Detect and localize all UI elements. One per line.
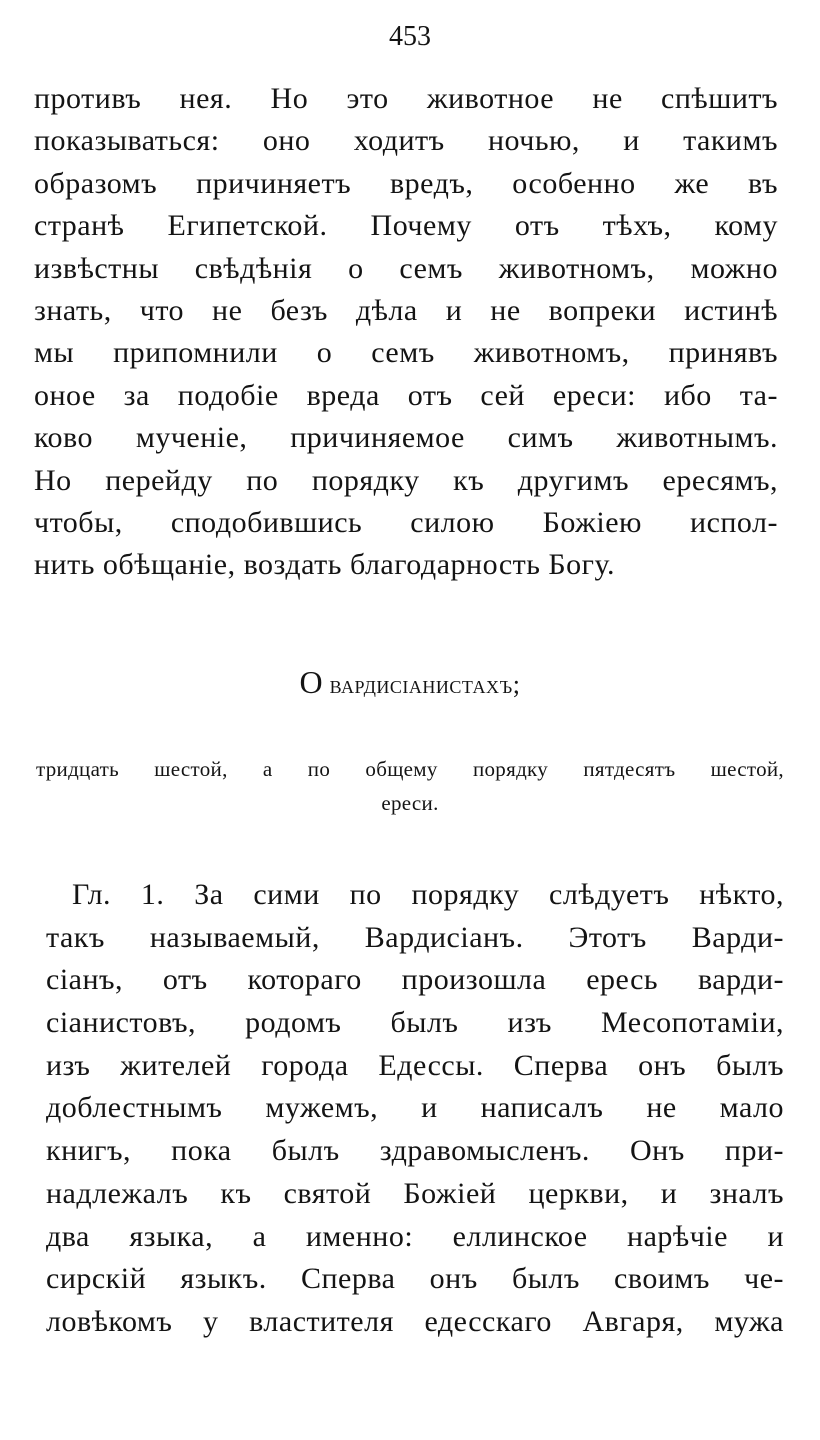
text-line: Гл. 1. За сими по порядку слѣдуетъ нѣкто, [72, 878, 784, 911]
heading-initial: О [299, 664, 323, 700]
text-line: образомъ причиняетъ вредъ, особенно же въ [34, 166, 778, 200]
section-heading [0, 662, 820, 705]
text-line: противъ нея. Но это животное не спѣшитъ [34, 82, 778, 115]
text-line: сіанистовъ, родомъ былъ изъ Месопотаміи, [46, 1006, 784, 1040]
text-line: мы припомнили о семъ животномъ, принявъ [34, 336, 778, 370]
text-line: надлежалъ къ святой Божіей церкви, и зналъ [46, 1176, 784, 1210]
text-line: нить обѣщаніе, воздать благодарность Богу. [34, 548, 615, 582]
text-line: сирскій языкъ. Сперва онъ былъ своимъ че- [46, 1262, 784, 1296]
section-subheading [36, 752, 784, 820]
text-line: два языка, а именно: еллинское нарѣчіе и [46, 1219, 784, 1253]
text-line: доблестнымъ мужемъ, и написалъ не мало [46, 1091, 784, 1125]
text-line: книгъ, пока былъ здравомысленъ. Онъ при- [46, 1134, 784, 1168]
text-line: чтобы, сподобившись силою Божіею испол- [34, 505, 778, 539]
text-line: сіанъ, отъ котораго произошла ересь варди- [46, 963, 784, 997]
text-line: такъ называемый, Вардисіанъ. Этотъ Варди- [46, 920, 784, 954]
text-line: Но перейду по порядку къ другимъ ересямъ, [34, 463, 778, 497]
text-line: странѣ Египетской. Почему отъ тѣхъ, кому [34, 209, 778, 243]
paragraph-continued [34, 78, 778, 587]
text-line: оное за подобіе вреда отъ сей ереси: ибо та- [34, 378, 778, 412]
text-line: извѣстны свѣдѣнія о семъ животномъ, можно [34, 251, 778, 285]
text-line: знать, что не безъ дѣла и не вопреки истинѣ [34, 293, 778, 327]
subheading-line: тридцать шестой, а по общему порядку пятдесятъ шестой, [36, 757, 784, 781]
chapter-paragraph [46, 874, 784, 1344]
text-line: показываться: оно ходитъ ночью, и такимъ [34, 124, 778, 158]
text-line: ково мученіе, причиняемое симъ животнымъ. [34, 421, 778, 455]
page-number: 453 [389, 21, 431, 52]
heading-title: вардисіанистахъ; [322, 670, 521, 699]
subheading-line: ереси. [381, 791, 439, 815]
text-line: ловѣкомъ у властителя едесскаго Авгаря, мужа [46, 1304, 784, 1338]
text-line: изъ жителей города Едессы. Сперва онъ былъ [46, 1048, 784, 1082]
